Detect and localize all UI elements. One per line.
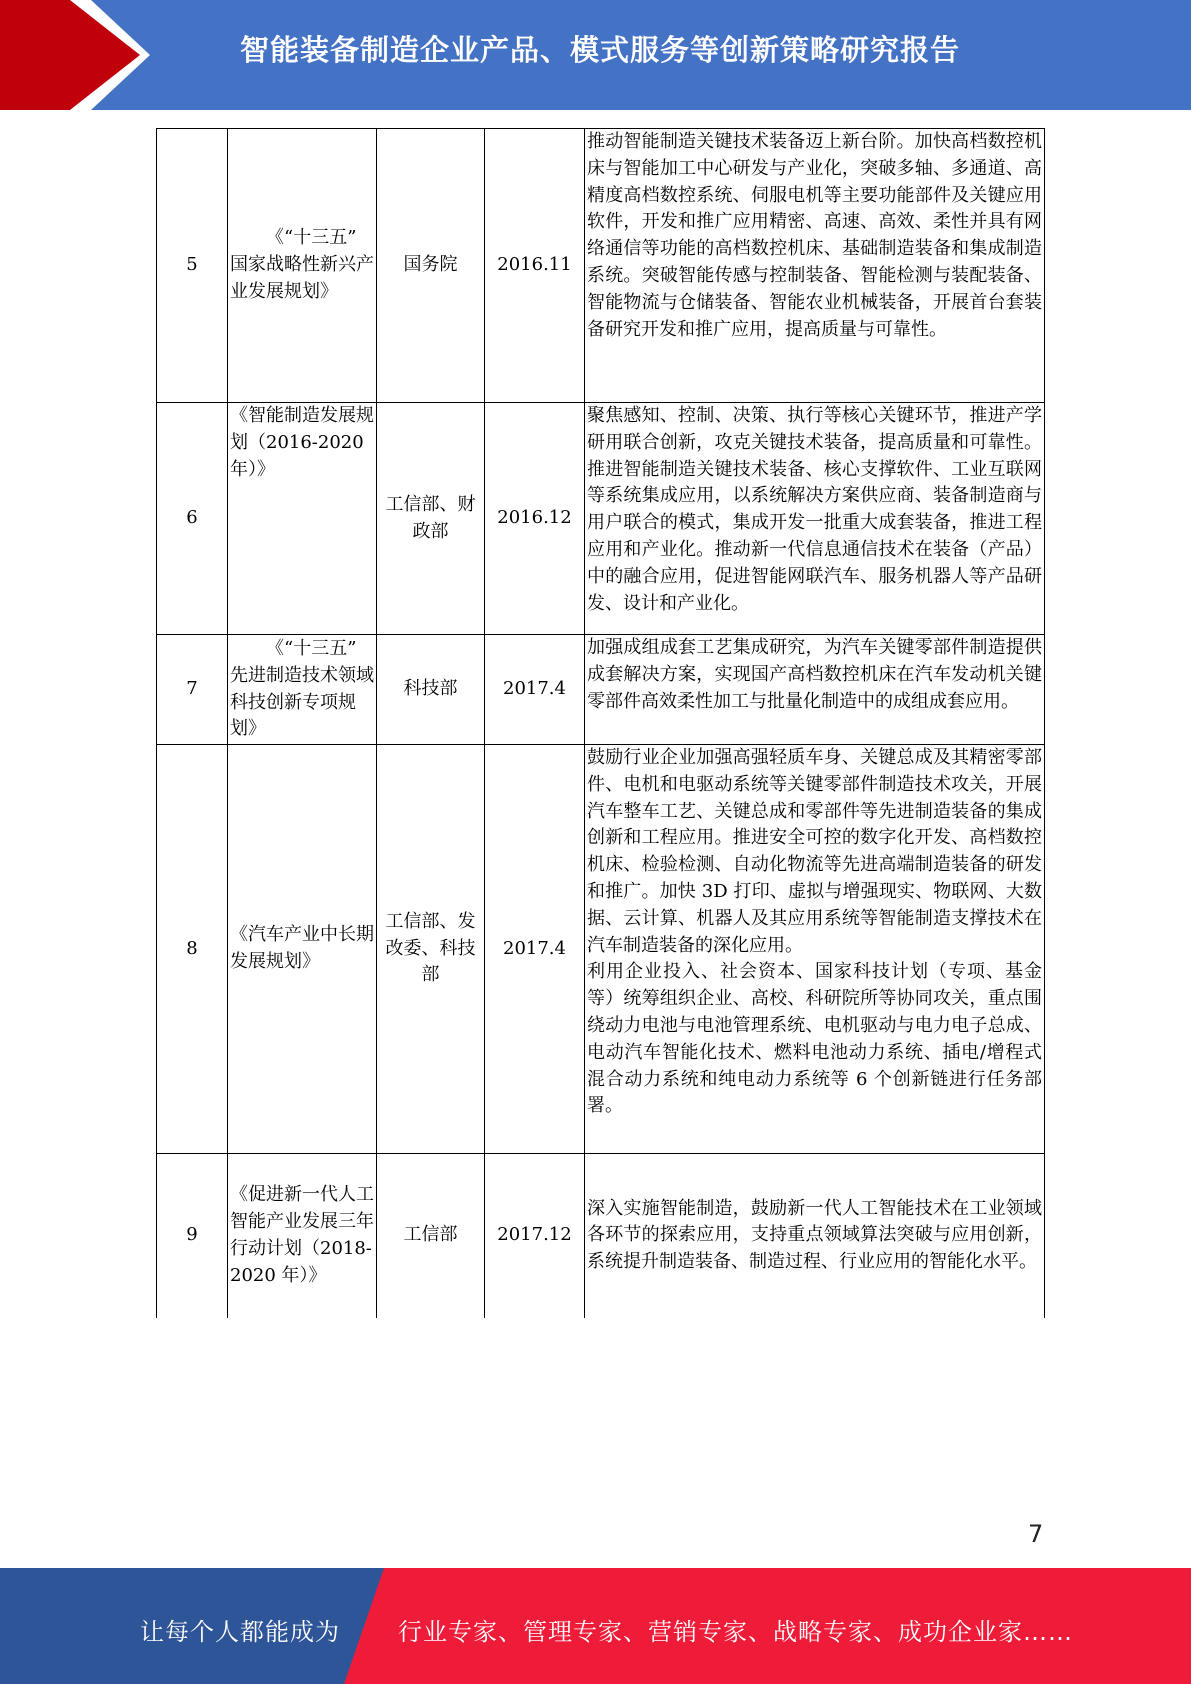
issue-date: 2016.12 [485,403,585,635]
policy-name [228,403,377,635]
table-row [157,1154,1045,1318]
issuing-department: 工信部、财政部 [377,403,485,635]
issuing-department: 工信部、发改委、科技部 [377,745,485,1154]
row-number: 6 [157,403,228,635]
page-number: 7 [1028,1520,1044,1548]
content-paragraph: 鼓励行业企业加强高强轻质车身、关键总成及其精密零部件、电机和电驱动系统等关键零部件制造技术攻关，开展汽车整车工艺、关键总成和零部件等先进制造装备的集成创新和工程应用。推进安全可控的数字化开发、高档数控机床、检验检测、自动化物流等先进高端制造装备的研发和推广。加快 3D 打印、虚拟与增强现实、物联网、大数据、云计算、机器人及其应用系统等智能制造支撑技术在汽车制造装备的深化应用。 [587,747,1042,956]
policy-name-line: 《智能制造发展规划（2016-2020 年）》 [230,405,374,480]
issue-date: 2017.4 [485,745,585,1154]
policy-content: 聚焦感知、控制、决策、执行等核心关键环节，推进产学研用联合创新，攻克关键技术装备，提高质量和可靠性。推进智能制造关键技术装备、核心支撑软件、工业互联网等系统集成应用，以系统解决方案供应商、装备制造商与用户联合的模式，集成开发一批重大成套装备，推进工程应用和产业化。推动新一代信息通信技术在装备（产品）中的融合应用，促进智能网联汽车、服务机器人等产品研发、设计和产业化。 [585,403,1045,635]
table-row [157,745,1045,1154]
issue-date: 2017.4 [485,635,585,745]
page-footer [0,1568,1191,1684]
page-header [0,0,1191,110]
issuing-department: 工信部 [377,1154,485,1318]
row-number: 5 [157,129,228,403]
row-number: 8 [157,745,228,1154]
policy-name-line: 国家战略性新兴产业发展规划》 [230,254,374,302]
policy-name-line: 《“十三五” [266,227,357,249]
table-row [157,635,1045,745]
policy-content: 推动智能制造关键技术装备迈上新台阶。加快高档数控机床与智能加工中心研发与产业化，突破多轴、多通道、高精度高档数控系统、伺服电机等主要功能部件及关键应用软件，开发和推广应用精密、高速、高效、柔性并具有网络通信等功能的高档数控机床、基础制造装备和集成制造系统。突破智能传感与控制装备、智能检测与装配装备、智能物流与仓储装备、智能农业机械装备，开展首台套装备研究开发和推广应用，提高质量与可靠性。 [585,129,1045,403]
issuing-department: 国务院 [377,129,485,403]
policy-content: 加强成组成套工艺集成研究，为汽车关键零部件制造提供成套解决方案，实现国产高档数控机床在汽车发动机关键零部件高效柔性加工与批量化制造中的成组成套应用。 [585,635,1045,745]
policy-name [228,1154,377,1318]
issuing-department: 科技部 [377,635,485,745]
policy-name [228,129,377,403]
report-title: 智能装备制造企业产品、模式服务等创新策略研究报告 [239,33,960,67]
table-row [157,403,1045,635]
issue-date: 2017.12 [485,1154,585,1318]
policy-table [156,128,1045,1318]
policy-content [585,745,1045,1154]
policy-name [228,635,377,745]
footer-slogan-left: 让每个人都能成为 [140,1618,340,1646]
policy-name-line: 《汽车产业中长期发展规划》 [230,924,374,972]
row-number: 9 [157,1154,228,1318]
policy-content: 深入实施智能制造，鼓励新一代人工智能技术在工业领域各环节的探索应用，支持重点领域算法突破与应用创新，系统提升制造装备、制造过程、行业应用的智能化水平。 [585,1154,1045,1318]
issue-date: 2016.11 [485,129,585,403]
row-number: 7 [157,635,228,745]
content-paragraph: 利用企业投入、社会资本、国家科技计划（专项、基金等）统筹组织企业、高校、科研院所等协同攻关，重点围绕动力电池与电池管理系统、电机驱动与电力电子总成、电动汽车智能化技术、燃料电池动力系统、插电/增程式混合动力系统和纯电动力系统等 6 个创新链进行任务部署。 [587,961,1042,1117]
policy-name-line: 《“十三五” [266,637,357,659]
table-row [157,129,1045,403]
footer-slogan-right: 行业专家、管理专家、营销专家、战略专家、成功企业家…… [398,1618,1073,1646]
policy-name [228,745,377,1154]
policy-name-line: 先进制造技术领域科技创新专项规划》 [230,664,374,740]
policy-name-line: 《促进新一代人工智能产业发展三年行动计划（2018-2020 年）》 [230,1184,374,1286]
